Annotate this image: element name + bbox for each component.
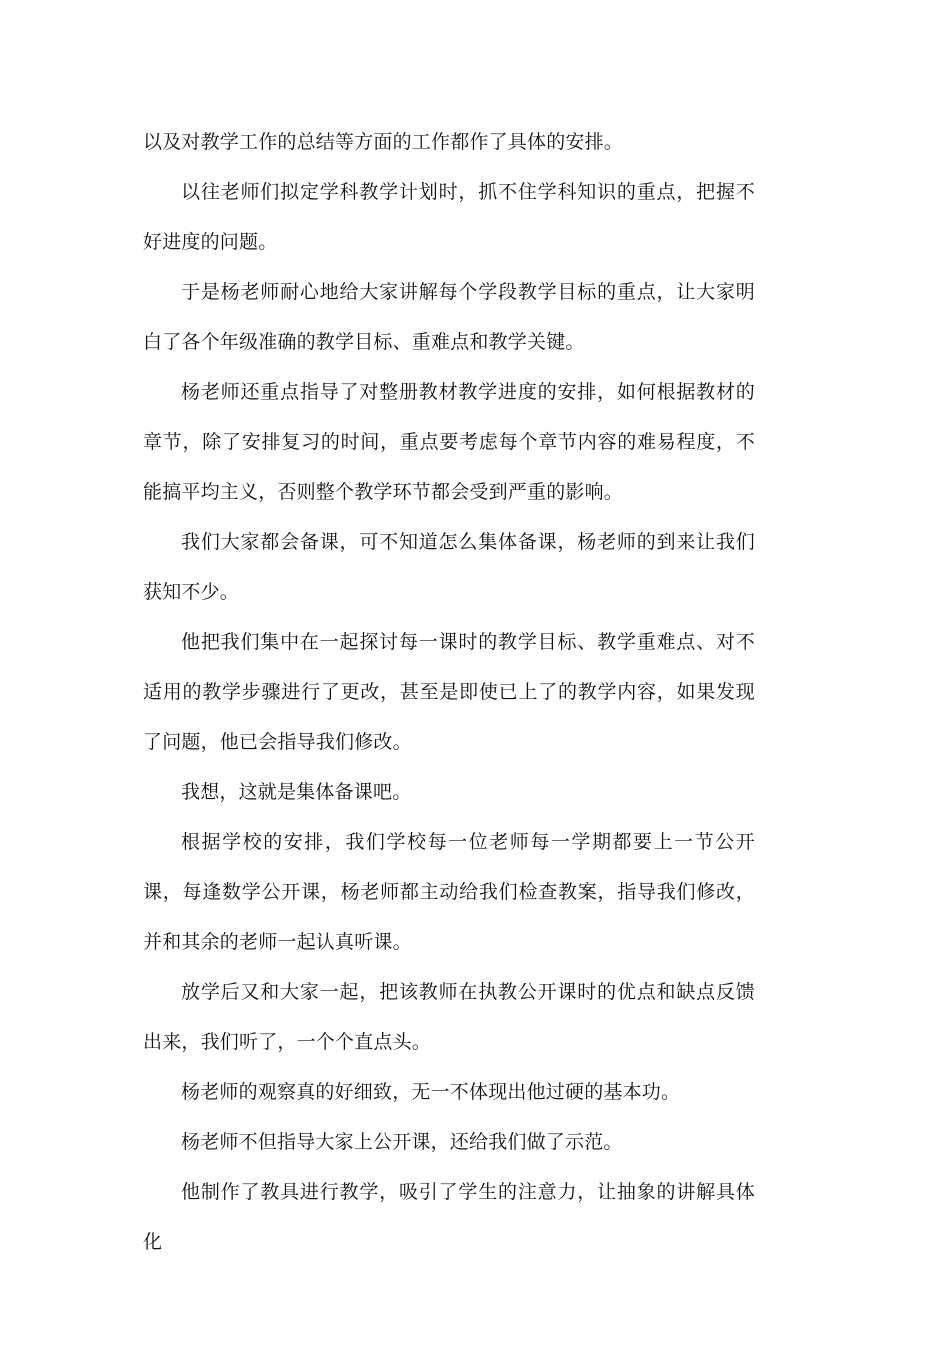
paragraph: 于是杨老师耐心地给大家讲解每个学段教学目标的重点，让大家明白了各个年级准确的教学目标、重难点和教学关键。	[143, 281, 755, 353]
paragraph: 杨老师的观察真的好细致，无一不体现出他过硬的基本功。	[181, 1081, 681, 1103]
paragraph: 以往老师们拟定学科教学计划时，抓不住学科知识的重点，把握不好进度的问题。	[143, 181, 755, 253]
paragraph: 杨老师不但指导大家上公开课，还给我们做了示范。	[181, 1131, 623, 1153]
paragraph: 他把我们集中在一起探讨每一课时的教学目标、教学重难点、对不适用的教学步骤进行了更改，甚至是即使已上了的教学内容，如果发现了问题，他已会指导我们修改。	[143, 631, 755, 753]
paragraph: 杨老师还重点指导了对整册教材教学进度的安排，如何根据教材的章节，除了安排复习的时间，重点要考虑每个章节内容的难易程度，不能搞平均主义，否则整个教学环节都会受到严重的影响。	[143, 381, 755, 503]
paragraph: 根据学校的安排，我们学校每一位老师每一学期都要上一节公开课，每逢数学公开课，杨老师都主动给我们检查教案，指导我们修改，并和其余的老师一起认真听课。	[143, 831, 755, 953]
paragraph: 我们大家都会备课，可不知道怎么集体备课，杨老师的到来让我们获知不少。	[143, 531, 755, 603]
paragraph: 他制作了教具进行教学，吸引了学生的注意力，让抽象的讲解具体化	[143, 1181, 755, 1253]
paragraph: 我想，这就是集体备课吧。	[181, 781, 412, 803]
paragraph: 以及对教学工作的总结等方面的工作都作了具体的安排。	[143, 131, 624, 153]
document-body	[143, 117, 755, 1267]
paragraph: 放学后又和大家一起，把该教师在执教公开课时的优点和缺点反馈出来，我们听了，一个个直点头。	[143, 981, 755, 1053]
